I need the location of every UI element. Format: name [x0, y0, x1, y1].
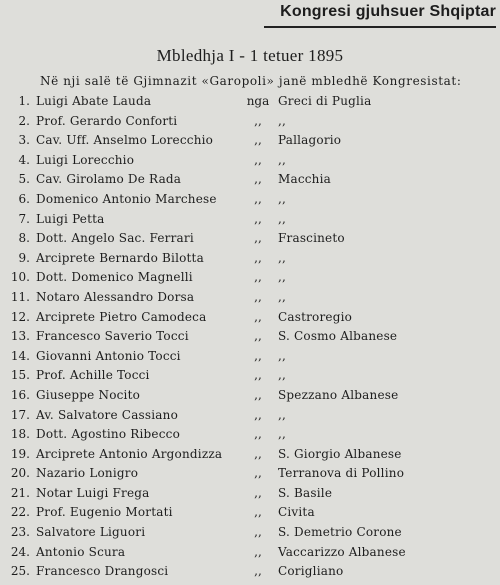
member-preposition: ,, [254, 231, 262, 246]
list-item [0, 229, 500, 249]
member-place: ,, [278, 113, 287, 128]
list-item [0, 484, 500, 504]
member-number: 5. [18, 172, 30, 187]
member-name: Dott. Agostino Ribecco [36, 427, 180, 442]
member-name: Luigi Lorecchio [36, 152, 135, 167]
member-number: 4. [18, 152, 30, 167]
member-number: 25. [10, 564, 30, 579]
list-item [0, 425, 500, 445]
intro-text: Në nji salë të Gjimnazit «Garopoli» janë mbledhë Kongresistat: [40, 74, 462, 88]
member-place: Spezzano Albanese [278, 387, 399, 402]
member-name: Luigi Petta [36, 211, 105, 226]
member-preposition: ,, [254, 309, 262, 324]
member-number: 14. [10, 348, 30, 363]
member-preposition: ,, [254, 505, 262, 520]
member-place: ,, [278, 191, 287, 206]
list-item [0, 288, 500, 308]
member-number: 1. [18, 94, 30, 108]
member-place: Terranova di Pollino [278, 466, 405, 481]
member-name: Domenico Antonio Marchese [36, 191, 217, 206]
list-item [0, 131, 500, 151]
member-name: Dott. Angelo Sac. Ferrari [36, 231, 194, 246]
member-preposition: ,, [254, 466, 262, 481]
member-name: Giovanni Antonio Tocci [36, 348, 181, 363]
member-place: ,, [278, 211, 287, 226]
member-number: 16. [10, 387, 30, 402]
list-item [0, 170, 500, 190]
member-preposition: ,, [254, 446, 262, 461]
member-name: Dott. Domenico Magnelli [36, 270, 193, 285]
member-preposition: ,, [254, 368, 262, 383]
list-item [0, 190, 500, 210]
member-number: 18. [10, 427, 30, 442]
member-name: Arciprete Pietro Camodeca [36, 309, 207, 324]
member-preposition: ,, [254, 387, 262, 402]
member-number: 6. [18, 191, 30, 206]
member-preposition: ,, [254, 270, 262, 285]
members-list [0, 92, 500, 582]
member-name: Giuseppe Nocito [36, 387, 141, 402]
member-preposition: ,, [254, 289, 262, 304]
member-preposition: ,, [254, 485, 262, 500]
member-preposition: ,, [254, 407, 262, 422]
member-name: Arciprete Bernardo Bilotta [36, 250, 204, 265]
member-place: ,, [278, 270, 287, 285]
member-number: 12. [10, 309, 30, 324]
list-item [0, 543, 500, 563]
list-item [0, 523, 500, 543]
member-number: 19. [10, 446, 30, 461]
member-number: 8. [18, 231, 30, 246]
member-name: Arciprete Antonio Argondizza [36, 446, 223, 461]
member-place: S. Basile [278, 485, 333, 500]
member-place: ,, [278, 427, 287, 442]
member-place: Corigliano [278, 564, 344, 579]
list-item [0, 406, 500, 426]
member-preposition: ,, [254, 250, 262, 265]
member-preposition: ,, [254, 113, 262, 128]
member-place: ,, [278, 348, 287, 363]
member-number: 11. [10, 289, 30, 304]
list-item [0, 445, 500, 465]
member-preposition: ,, [254, 427, 262, 442]
list-item [0, 366, 500, 386]
list-item [0, 92, 500, 112]
member-number: 17. [10, 407, 30, 422]
member-name: Nazario Lonigro [36, 466, 139, 481]
member-place: S. Cosmo Albanese [278, 329, 398, 344]
member-name: Francesco Saverio Tocci [36, 329, 189, 344]
member-name: Notar Luigi Frega [36, 485, 150, 500]
list-item [0, 386, 500, 406]
member-preposition: ,, [254, 564, 262, 579]
member-number: 3. [18, 133, 30, 148]
list-item [0, 562, 500, 582]
member-preposition: ,, [254, 525, 262, 540]
member-number: 20. [10, 466, 30, 481]
member-name: Cav. Uff. Anselmo Lorecchio [36, 133, 214, 148]
list-item [0, 503, 500, 523]
member-place: ,, [278, 407, 287, 422]
meeting-title: Mbledhja I - 1 tetuer 1895 [156, 46, 344, 65]
member-place: S. Giorgio Albanese [278, 446, 402, 461]
member-preposition: ,, [254, 172, 262, 187]
member-name: Notaro Alessandro Dorsa [36, 289, 195, 304]
list-item [0, 308, 500, 328]
member-preposition: ,, [254, 191, 262, 206]
list-item [0, 347, 500, 367]
list-item [0, 249, 500, 269]
member-place: Castroregio [278, 309, 353, 324]
member-place: Vaccarizzo Albanese [278, 544, 406, 559]
member-place: Pallagorio [278, 133, 342, 148]
member-place: ,, [278, 368, 287, 383]
member-name: Luigi Abate Lauda [36, 94, 152, 108]
member-name: Av. Salvatore Cassiano [36, 407, 179, 422]
member-number: 23. [10, 525, 30, 540]
member-name: Prof. Eugenio Mortati [36, 505, 173, 520]
member-name: Antonio Scura [36, 544, 126, 559]
member-preposition: ,, [254, 329, 262, 344]
member-place: ,, [278, 289, 287, 304]
member-name: Cav. Girolamo De Rada [36, 172, 182, 187]
member-number: 9. [18, 250, 30, 265]
member-number: 2. [18, 113, 30, 128]
member-preposition: nga [246, 94, 270, 108]
member-number: 24. [10, 544, 30, 559]
member-preposition: ,, [254, 211, 262, 226]
member-place: S. Demetrio Corone [278, 525, 402, 540]
member-number: 10. [10, 270, 30, 285]
member-place: Greci di Puglia [278, 94, 372, 108]
member-number: 21. [10, 485, 30, 500]
member-name: Francesco Drangosci [36, 564, 169, 579]
member-place: Macchia [278, 172, 332, 187]
member-preposition: ,, [254, 152, 262, 167]
member-preposition: ,, [254, 544, 262, 559]
list-item [0, 268, 500, 288]
member-name: Salvatore Liguori [36, 525, 146, 540]
member-name: Prof. Achille Tocci [36, 368, 150, 383]
list-item [0, 464, 500, 484]
list-item [0, 210, 500, 230]
member-place: Civita [278, 505, 315, 520]
member-preposition: ,, [254, 133, 262, 148]
member-number: 13. [10, 329, 30, 344]
member-number: 15. [10, 368, 30, 383]
list-item [0, 327, 500, 347]
member-name: Prof. Gerardo Conforti [36, 113, 178, 128]
member-place: Frascineto [278, 231, 345, 246]
member-place: ,, [278, 152, 287, 167]
member-place: ,, [278, 250, 287, 265]
member-number: 7. [18, 211, 30, 226]
member-number: 22. [10, 505, 30, 520]
list-item [0, 112, 500, 132]
member-preposition: ,, [254, 348, 262, 363]
list-item [0, 151, 500, 171]
page-header: Kongresi gjuhsuer Shqiptar [264, 0, 496, 28]
